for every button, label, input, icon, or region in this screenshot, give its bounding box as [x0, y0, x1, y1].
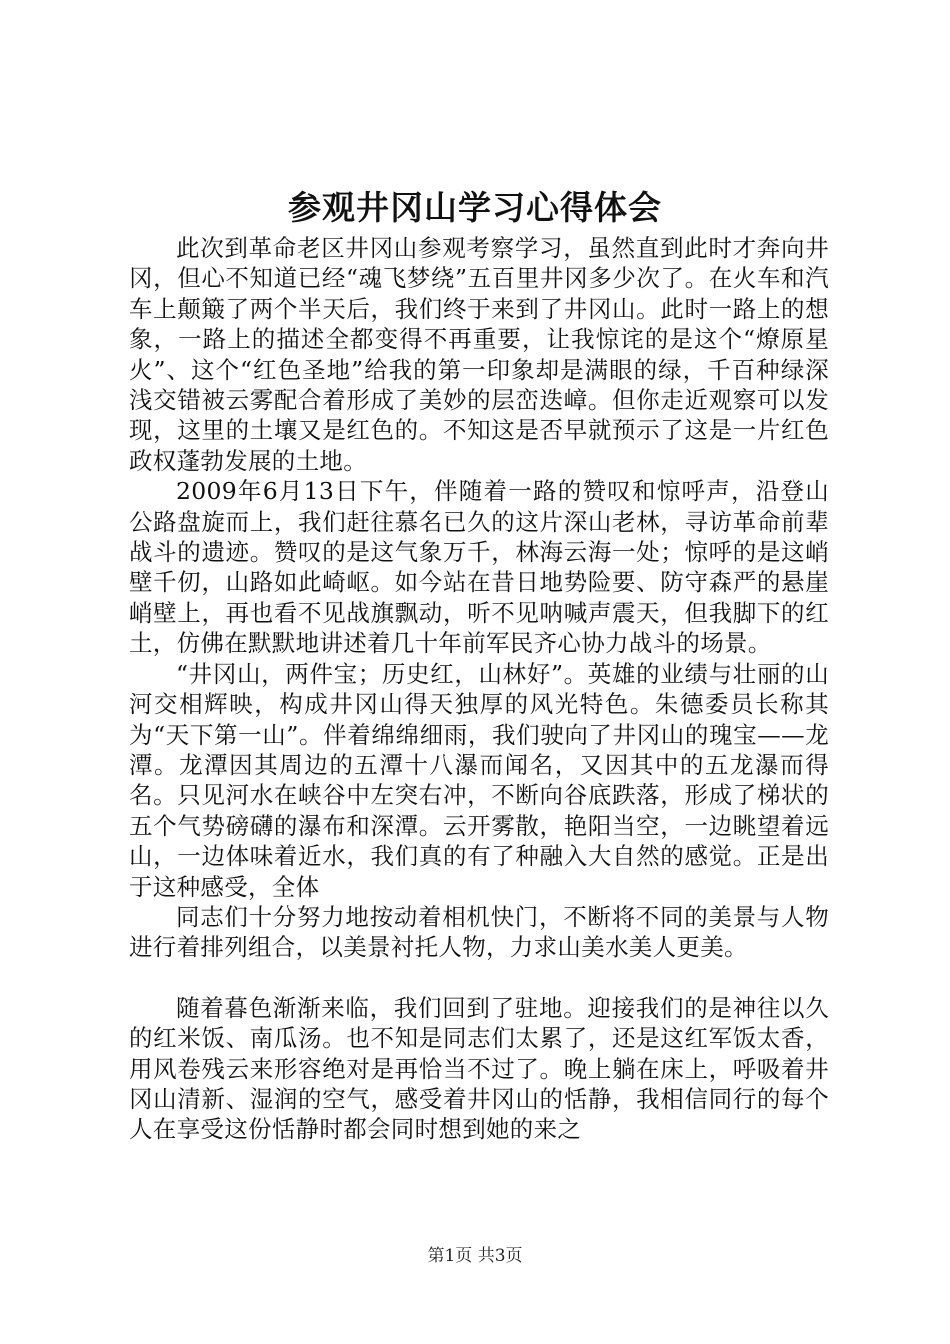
- document-body: [129, 233, 829, 1145]
- document-title: 参观井冈山学习心得体会: [288, 188, 662, 227]
- paragraph-2: 2009年6月13日下午，伴随着一路的赞叹和惊呼声，沿登山公路盘旋而上，我们赶往慕名已久的这片深山老林，寻访革命前辈战斗的遗迹。赞叹的是这气象万千，林海云海一处；惊呼的是这峭壁千仞，山路如此崎岖。如今站在昔日地势险要、防守森严的悬崖峭壁上，再也看不见战旗飘动，听不见呐喊声震天，但我脚下的红土，仿佛在默默地讲述着几十年前军民齐心协力战斗的场景。: [129, 477, 829, 658]
- paragraph-3: “井冈山，两件宝；历史红，山林好”。英雄的业绩与壮丽的山河交相辉映，构成井冈山得天独厚的风光特色。朱德委员长称其为“天下第一山”。伴着绵绵细雨，我们驶向了井冈山的瑰宝——龙潭。龙潭因其周边的五潭十八瀑而闻名，又因其中的五龙瀑而得名。只见河水在峡谷中左突右冲，不断向谷底跌落，形成了梯状的五个气势磅礴的瀑布和深潭。云开雾散，艳阳当空，一边眺望着远山，一边体味着近水，我们真的有了种融入大自然的感觉。正是出于这种感受，全体: [129, 659, 829, 901]
- paragraph-4: 同志们十分努力地按动着相机快门，不断将不同的美景与人物进行着排列组合，以美景衬托人物，力求山美水美人更美。: [129, 902, 829, 962]
- paragraph-5: 随着暮色渐渐来临，我们回到了驻地。迎接我们的是神往以久的红米饭、南瓜汤。也不知是同志们太累了，还是这红军饭太香，用风卷残云来形容绝对是再恰当不过了。晚上躺在床上，呼吸着井冈山清新、湿润的空气，感受着井冈山的恬静，我相信同行的每个人在享受这份恬静时都会同时想到她的来之: [129, 993, 829, 1144]
- paragraph-1: 此次到革命老区井冈山参观考察学习，虽然直到此时才奔向井冈，但心不知道已经“魂飞梦绕”五百里井冈多少次了。在火车和汽车上颠簸了两个半天后，我们终于来到了井冈山。此时一路上的想象，一路上的描述全都变得不再重要，让我惊诧的是这个“燎原星火”、这个“红色圣地”给我的第一印象却是满眼的绿，千百种绿深浅交错被云雾配合着形成了美妙的层峦迭嶂。但你走近观察可以发现，这里的土壤又是红色的。不知这是否早就预示了这是一片红色政权蓬勃发展的土地。: [129, 234, 829, 475]
- page-footer: 第1页 共3页: [427, 1246, 523, 1266]
